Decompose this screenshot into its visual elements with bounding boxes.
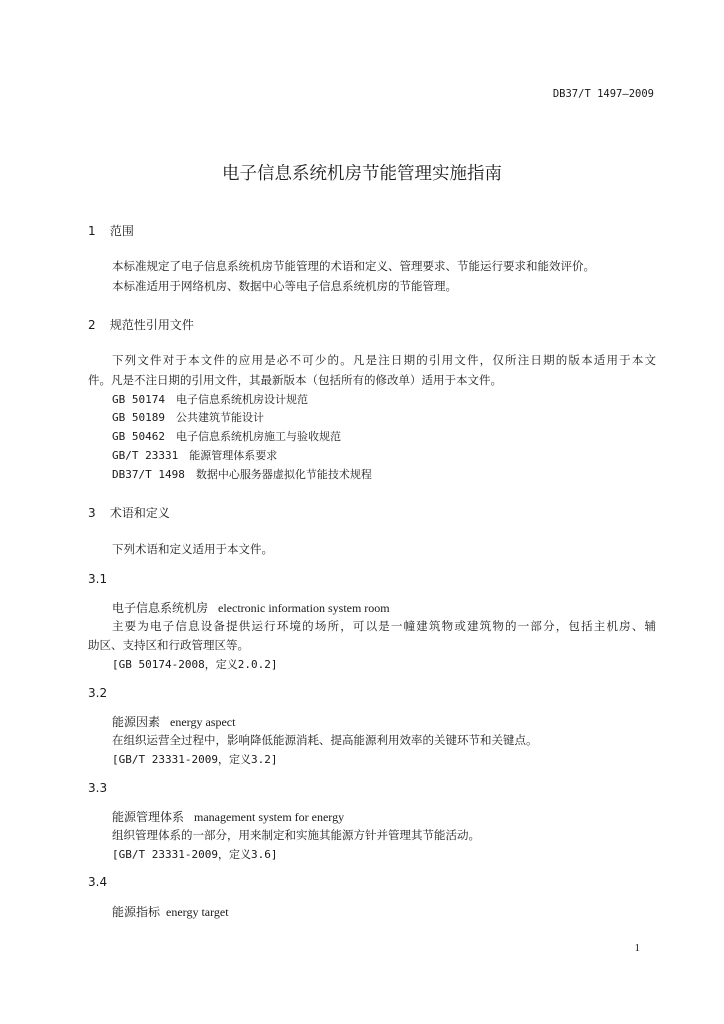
term-zh: 能源因素 bbox=[112, 715, 161, 729]
reference-item: GB 50174 电子信息系统机房设计规范 bbox=[112, 393, 308, 406]
term-definition-line-2: 助区、支持区和行政管理区等。 bbox=[88, 638, 249, 652]
section-number: 3 bbox=[88, 506, 96, 520]
term-entry bbox=[112, 903, 229, 920]
term-zh: 能源管理体系 bbox=[112, 810, 185, 824]
reference-item: GB 50189 公共建筑节能设计 bbox=[112, 411, 264, 424]
term-definition-line-1: 主要为电子信息设备提供运行环境的场所，可以是一幢建筑物或建筑物的一部分，包括主机房、辅 bbox=[112, 619, 656, 633]
section-1-heading bbox=[88, 222, 134, 239]
term-en: management system for energy bbox=[194, 810, 345, 824]
section-3-heading bbox=[88, 504, 170, 521]
reference-item: GB/T 23331 能源管理体系要求 bbox=[112, 449, 278, 462]
term-definition: 组织管理体系的一部分，用来制定和实施其能源方针并管理其节能活动。 bbox=[112, 828, 480, 842]
term-en: energy aspect bbox=[170, 715, 236, 729]
section-title: 规范性引用文件 bbox=[109, 318, 194, 332]
section-number: 1 bbox=[88, 224, 96, 238]
references-intro-line-1: 下列文件对于本文件的应用是必不可少的。凡是注日期的引用文件，仅所注日期的版本适用于本文 bbox=[112, 353, 656, 367]
term-zh: 能源指标 bbox=[112, 905, 161, 919]
clause-number: 3.4 bbox=[88, 875, 108, 889]
page-number: 1 bbox=[634, 942, 640, 954]
term-zh: 电子信息系统机房 bbox=[112, 601, 209, 615]
term-en: electronic information system room bbox=[218, 601, 390, 615]
section-number: 2 bbox=[88, 318, 96, 332]
section-title: 术语和定义 bbox=[109, 506, 170, 520]
scope-paragraph-2: 本标准适用于网络机房、数据中心等电子信息系统机房的节能管理。 bbox=[112, 279, 457, 293]
term-definition: 在组织运营全过程中，影响降低能源消耗、提高能源利用效率的关键环节和关键点。 bbox=[112, 733, 538, 747]
clause-number: 3.1 bbox=[88, 572, 108, 586]
term-entry bbox=[112, 599, 390, 616]
references-intro-line-2: 件。凡是不注日期的引用文件，其最新版本（包括所有的修改单）适用于本文件。 bbox=[88, 373, 502, 387]
term-source: [GB 50174-2008，定义2.0.2] bbox=[112, 658, 278, 671]
standard-code: DB37/T 1497—2009 bbox=[552, 88, 654, 100]
clause-number: 3.3 bbox=[88, 781, 108, 795]
term-source: [GB/T 23331-2009，定义3.2] bbox=[112, 753, 278, 766]
reference-item: DB37/T 1498 数据中心服务器虚拟化节能技术规程 bbox=[112, 468, 372, 481]
term-entry bbox=[112, 808, 344, 825]
section-2-heading bbox=[88, 316, 194, 333]
clause-number: 3.2 bbox=[88, 686, 108, 700]
term-source: [GB/T 23331-2009，定义3.6] bbox=[112, 848, 278, 861]
term-entry bbox=[112, 713, 235, 730]
scope-paragraph-1: 本标准规定了电子信息系统机房节能管理的术语和定义、管理要求、节能运行要求和能效评价。 bbox=[112, 259, 595, 273]
reference-item: GB 50462 电子信息系统机房施工与验收规范 bbox=[112, 430, 341, 443]
term-en: energy target bbox=[166, 905, 229, 919]
document-title: 电子信息系统机房节能管理实施指南 bbox=[222, 164, 502, 184]
terms-intro: 下列术语和定义适用于本文件。 bbox=[112, 542, 273, 556]
section-title: 范围 bbox=[109, 224, 134, 238]
